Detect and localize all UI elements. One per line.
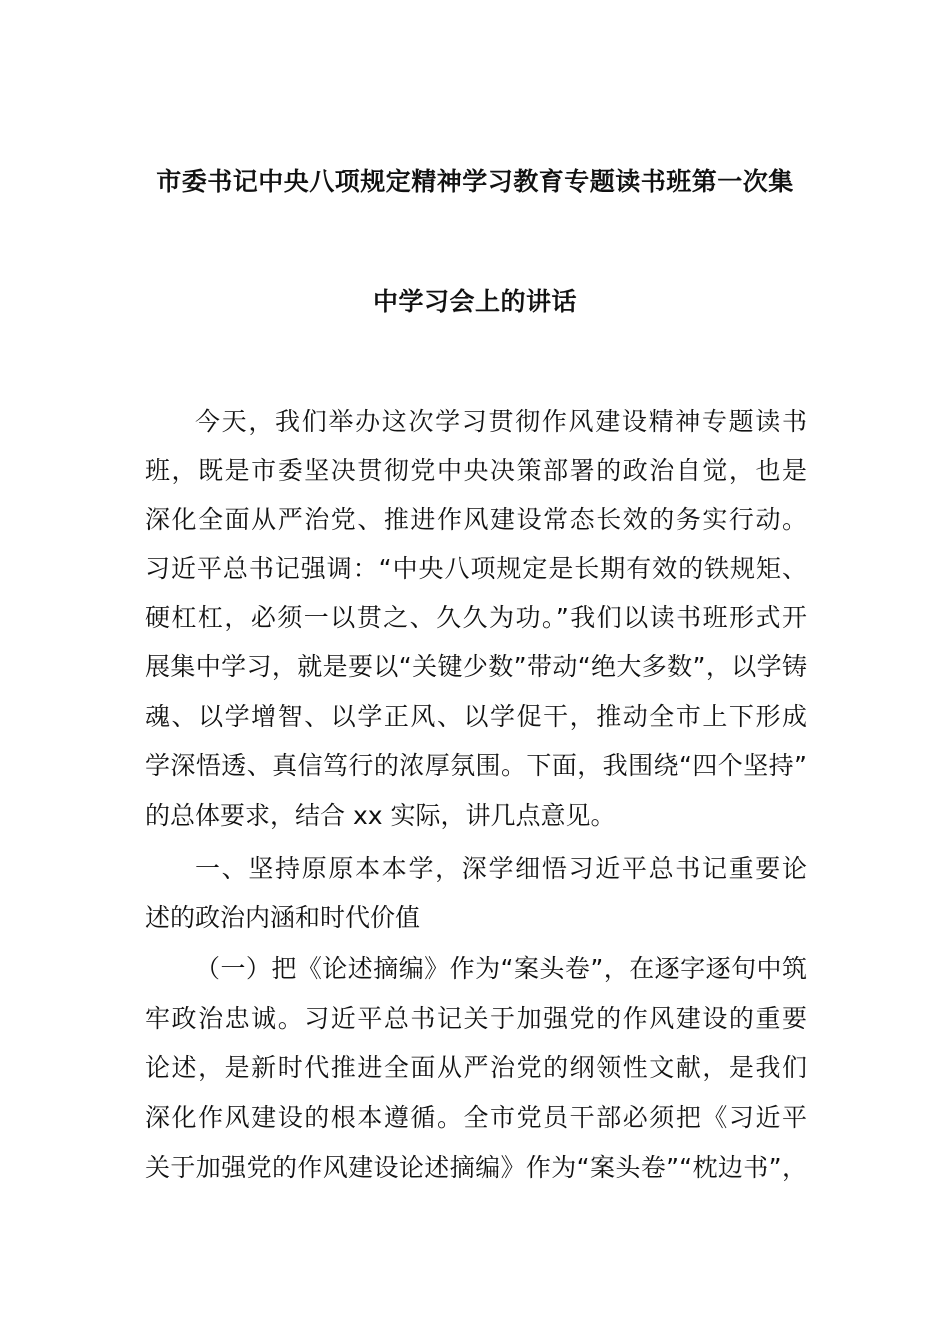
body-line: 学深悟透、真信笃行的浓厚氛围。下面，我围绕“四个坚持” [145,751,807,780]
body-line: 硬杠杠，必须一以贯之、久久为功。”我们以读书班形式开 [145,603,807,632]
body-line: 魂、以学增智、以学正风、以学促干，推动全市上下形成 [145,702,807,731]
body-line: 关于加强党的作风建设论述摘编》作为“案头卷”“枕边书”， [145,1153,807,1182]
subsection-line: （一）把《论述摘编》作为“案头卷”，在逐字逐句中筑 [195,954,807,983]
body-line: 展集中学习，就是要以“关键少数”带动“绝大多数”，以学铸 [145,652,807,681]
body-line: 深化全面从严治党、推进作风建设常态长效的务实行动。 [145,505,807,534]
section-heading-line: 述的政治内涵和时代价值 [145,903,421,932]
body-line: 班，既是市委坚决贯彻党中央决策部署的政治自觉，也是 [145,456,807,485]
body-line: 论述，是新时代推进全面从严治党的纲领性文献，是我们 [145,1053,807,1082]
section-heading-line: 一、坚持原原本本学，深学细悟习近平总书记重要论 [195,854,807,883]
document-title-line-1: 市委书记中央八项规定精神学习教育专题读书班第一次集 [156,167,794,196]
body-line: 的总体要求，结合 xx 实际，讲几点意见。 [145,801,616,830]
body-line: 习近平总书记强调：“中央八项规定是长期有效的铁规矩、 [145,554,807,583]
body-line: 深化作风建设的根本遵循。全市党员干部必须把《习近平 [145,1103,807,1132]
body-line: 牢政治忠诚。习近平总书记关于加强党的作风建设的重要 [145,1004,807,1033]
body-line: 今天，我们举办这次学习贯彻作风建设精神专题读书 [195,407,807,436]
document-title-line-2: 中学习会上的讲话 [372,287,577,316]
